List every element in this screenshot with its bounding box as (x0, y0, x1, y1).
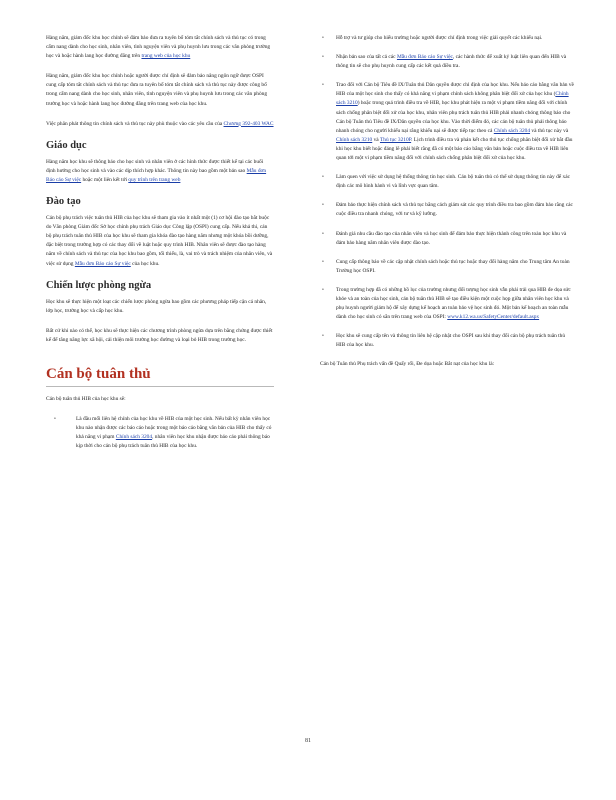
bullet-icon: • (322, 230, 324, 237)
text: và (373, 136, 379, 143)
text: Trong trường hợp đã có những hồ lục của trường nhưng đối tượng học sinh vẫn phải trải qua HIB đe dọa sức khỏe và an toàn của học sinh, cán bộ tuân thủ HIB sẽ tạo điều kiện một cuộc họp giữa nhân viên học khu và phụ huynh người giám hộ để xây dựng kế hoạch an toàn bảo vệ học sinh đó. Một bản kế hoạch an toàn mẫu dành cho học sinh có sẵn trên trang web của OSPI: (336, 286, 571, 321)
heading-prevention: Chiến lược phòng ngừa (46, 279, 152, 291)
bullet-icon: • (322, 333, 324, 340)
list-item (320, 286, 574, 322)
text: , nhân viên học khu nhận được báo cáo phải thông báo kịp thời cho cán bộ phụ trách tuân thủ HIB của học khu. (76, 434, 270, 450)
ospi-safety-center-link[interactable]: www.k12.wa.us/SafetyCenter/default.aspx (447, 314, 540, 321)
paragraph-annual-summary (46, 34, 274, 61)
bullet-icon: • (322, 54, 324, 61)
text: Học khu sẽ cung cấp tên và thông tin liên hệ cập nhật cho OSPI sau khi thay đổi cán bộ phụ trách tuân thủ HIB của học khu. (336, 333, 566, 349)
paragraph-training (46, 214, 274, 269)
list-item (320, 230, 574, 248)
list-item (320, 53, 574, 71)
text: Cán bộ phụ trách việc tuân thủ HIB của học khu sẽ tham gia vào ít nhất một (1) cơ hội đào tạo bắt buộc do Văn phòng Giám đốc Sở học chính phụ trách Giáo dục Công lập (OSPI) cung cấp. Nếu khả thi, cán bộ phụ trách tuân thủ HIB của học khu sẽ tham gia khóa đào tạo hàng năm nhưng một khóa bồi dưỡng, đặc biệt trong trường hợp có các thay đổi về luật hoặc quy trình HIB. Nhân viên sẽ được đào tạo hàng năm về chính sách và thủ tục của học khu bao gồm, tối thiểu, là, vai trò và trách nhiệm của nhân viên, và việc sử dụng (46, 215, 273, 267)
incident-report-form-link[interactable]: Mẫu đơn Báo cáo Sự việc (46, 167, 267, 183)
policy-3204-link[interactable]: Chính sách 3204 (115, 434, 153, 441)
policy-3210-link[interactable]: Chính sách 3210 (336, 91, 569, 107)
paragraph-prevention-2: Bất cứ khi nào có thể, học khu sẽ thực hiện các chương trình phòng ngừa dựa trên bằng chứng được thiết kế để tăng năng lực xã hội, cải thiện môi trường học đường và loại bỏ HIB trong trường học. (46, 327, 273, 343)
text: . Lịch trình điều tra và phán kết cho thủ tục chống phân biệt đối xử bắt đầu khi học khu biết hoặc đáng lẽ phải biết rằng đã có một báo cáo bằng văn bản hoặc cuộc điều tra về HIB liên quan tới một vi phạm tiềm năng đối với chính sách chống phân biệt đối xử của học khu. (336, 136, 573, 162)
right-column (320, 34, 574, 381)
bullet-icon: • (322, 286, 324, 293)
text: Hỗ trợ và tư giúp cho hiểu trường hoặc người được chỉ định trong việc giải quyết các khiếu nại. (336, 35, 543, 41)
list-item (320, 201, 574, 219)
bullet-icon: • (54, 416, 56, 423)
heading-education: Giáo dục (46, 139, 87, 151)
paragraph-prevention-1: Học khu sẽ thực hiện một loạt các chiến lược phòng ngừa bao gồm các phương pháp tiếp cận cá nhân, lớp học, trường học và cấp học khu. (46, 298, 267, 314)
text: , các hành thức để xuất kỷ luật liên quan đến HIB và thông tin sẽ cho phụ huynh cung cấp các kết quả điều tra. (336, 54, 567, 70)
text: ) hoặc trong quá trình điều tra về HIB, học khu phát hiện ra một vi phạm tiềm năng đối với chính sách chống phân biệt đối xử của học khu, nhân viên phụ trách tuân thủ HIB phải nhanh chóng thông báo cho Cán bộ Tuân thủ Tiêu đề IX/Dân quyền của học khu. Vào thời điểm đó, các cán bộ tuân thủ phải thông báo nhanh chóng cho người khiếu nại rằng khiếu nại sẽ được tiếp tục theo cả (336, 100, 571, 134)
officer-duties-list (46, 415, 274, 451)
bullet-icon: • (322, 174, 324, 181)
bullet-icon: • (322, 82, 324, 89)
list-item (320, 81, 574, 163)
heading-compliance-officer: Cán bộ tuân thủ (46, 365, 151, 382)
website-procedure-link[interactable]: quy trình trên trang web (128, 176, 181, 183)
officer-duties-list-cont (320, 34, 574, 350)
paragraph-education (46, 158, 274, 185)
wac-chapter-link[interactable]: Chương 392-403 WAC (223, 120, 274, 127)
bullet-icon: • (322, 202, 324, 209)
policy-3210-link[interactable]: Chính sách 3210 (336, 136, 373, 143)
district-website-link[interactable]: trang web của học khu (141, 53, 191, 60)
incident-report-form-link[interactable]: Mẫu đơn Báo cáo Sự việc (396, 54, 453, 61)
paragraph-distribution (46, 120, 274, 129)
text: Đảm bảo thực hiện chính sách và thủ tục bằng cách giám sát các quy trình điều tra bao gồm đảm bảo rằng các cuộc điều tra nhanh chóng, với tư và kỹ lưỡng. (336, 202, 573, 218)
text: Hàng năm học khu sẽ thông báo cho học sinh và nhân viên ở các hình thức được thiết kế tại các buổi định hướng cho học sinh và vào các dịp thích hợp khác. Thông tin này bao gồm một bản sao (46, 158, 264, 174)
text: Là đầu mối liên hệ chính của học khu về HIB của một học sinh. Nếu bất kỳ nhân viên học khu nào nhận được các báo cáo hoặc trong một báo cáo bằng văn bản của HIB cho thấy có khả năng vi phạm (76, 416, 272, 441)
text: và thủ tục này và (531, 127, 569, 134)
text: Cung cấp thông báo về các cập nhật chính sách hoặc thủ tục hoặc thay đổi hàng năm cho Trung tâm An toàn Trường học OSPI. (336, 258, 570, 274)
list-item (320, 258, 574, 276)
text: Làm quen với việc sử dụng hệ thống thông tin học sinh. Cán bộ tuân thủ có thể sử dụng thông tin này để xác định các mô hình hành vi và lĩnh vực quan tâm. (336, 174, 571, 190)
list-item (52, 415, 274, 451)
page-number: 81 (305, 738, 311, 744)
bullet-icon: • (322, 258, 324, 265)
procedure-3210p-link[interactable]: Thủ tục 3210P (379, 136, 412, 143)
list-item (320, 173, 574, 191)
paragraph-ospi-language: Hàng năm, giám đốc khu học chính hoặc người được chỉ định sẽ đảm bảo nâng ngôn ngữ được OSPI cung cấp tóm tắt chính sách và thủ tục đưa ra tuyên bố tóm tắt chính sách và thủ tục này được công bố trong cẩm nang dành cho học sinh, nhân viên, tình nguyện viên và phụ huynh lưu trong các văn phòng trường học và hoặc hành lang học đường đăng trên trang web của học khu. (46, 73, 268, 107)
text: Việc phân phát thông tin chính sách và thủ tục này phù thuộc vào các yêu cầu của (46, 120, 223, 127)
text: Trao đổi với Cán bộ Tiêu đề IX/Tuân thủ Dân quyền được chỉ định của học khu. Nếu báo cáo bằng văn bản về HIB của một học sinh cho thấy có khả năng vi phạm chính sách không phân biệt đối xử của học khu ( (336, 82, 574, 98)
left-column (46, 34, 274, 461)
text: của học khu. (132, 260, 160, 267)
text: Hàng năm, giám đốc khu học chính sẽ đảm bảo đưa ra tuyên bố tóm tắt chính sách và thủ tục có trong cẩm nang dành cho học sinh, nhân viên, tình nguyện viên và phụ huynh lưu trong các văn phòng trường học và hoặc hành lang học đường đăng trên (46, 35, 271, 60)
text: Đánh giá nhu cầu đào tạo của nhân viên và học sinh để đảm bảo thực hiện thành công trên toàn học khu và đảm bảo hàng năm nhân viên được đào tạo. (336, 230, 567, 246)
list-item (320, 34, 574, 43)
paragraph-officer-contact: Cán bộ Tuân thủ Phụ trách vấn đề Quấy rối, Đe dọa hoặc Bắt nạt của học khu là: (320, 361, 495, 368)
policy-3204-link[interactable]: Chính sách 3204 (493, 127, 531, 134)
divider (46, 386, 274, 387)
paragraph-officer-intro: Cán bộ tuân thủ HIB của học khu sẽ: (46, 395, 126, 402)
heading-training: Đào tạo (46, 196, 81, 208)
text: Nhận bản sao của tất cả các (336, 54, 396, 61)
list-item (320, 332, 574, 350)
text: hoặc một liên kết tới (82, 176, 127, 183)
bullet-icon: • (322, 35, 324, 41)
incident-report-form-link[interactable]: Mẫu đơn Báo cáo Sự việc (74, 260, 131, 267)
